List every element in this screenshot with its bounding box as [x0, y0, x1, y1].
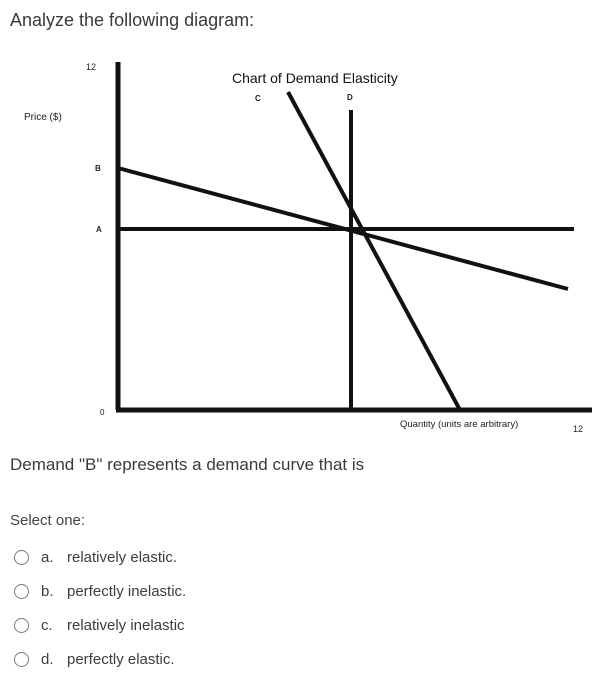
option-c[interactable] — [14, 608, 186, 642]
y-axis-label: Price ($) — [24, 112, 62, 123]
option-letter: a. — [41, 548, 54, 566]
option-text: relatively inelastic — [67, 616, 185, 634]
option-text: perfectly inelastic. — [67, 582, 187, 600]
curve-c-label: C — [255, 94, 261, 103]
answer-options — [14, 540, 186, 676]
chart-title: Chart of Demand Elasticity — [232, 70, 398, 86]
option-letter: d. — [41, 650, 54, 668]
radio-icon[interactable] — [14, 652, 29, 667]
option-d[interactable] — [14, 642, 186, 676]
radio-icon[interactable] — [14, 550, 29, 565]
option-letter: c. — [41, 616, 53, 634]
x-max-label: 12 — [573, 424, 584, 434]
radio-icon[interactable] — [14, 584, 29, 599]
radio-icon[interactable] — [14, 618, 29, 633]
option-letter: b. — [41, 582, 54, 600]
curve-d-label: D — [347, 93, 353, 102]
option-a[interactable] — [14, 540, 186, 574]
curve-a-label: A — [96, 225, 102, 234]
option-b[interactable] — [14, 574, 186, 608]
demand-elasticity-diagram — [0, 40, 615, 450]
select-one-label: Select one: — [10, 512, 86, 529]
option-text: relatively elastic. — [67, 548, 178, 566]
option-text: perfectly elastic. — [67, 650, 175, 668]
curve-b-label: B — [95, 164, 101, 173]
x-axis-label: Quantity (units are arbitrary) — [400, 419, 519, 430]
question-text: Demand "B" represents a demand curve that is — [10, 455, 365, 474]
diagram-svg — [0, 40, 615, 450]
origin-label: 0 — [100, 408, 105, 417]
question-prompt: Analyze the following diagram: — [10, 10, 255, 30]
y-max-label: 12 — [86, 62, 97, 72]
